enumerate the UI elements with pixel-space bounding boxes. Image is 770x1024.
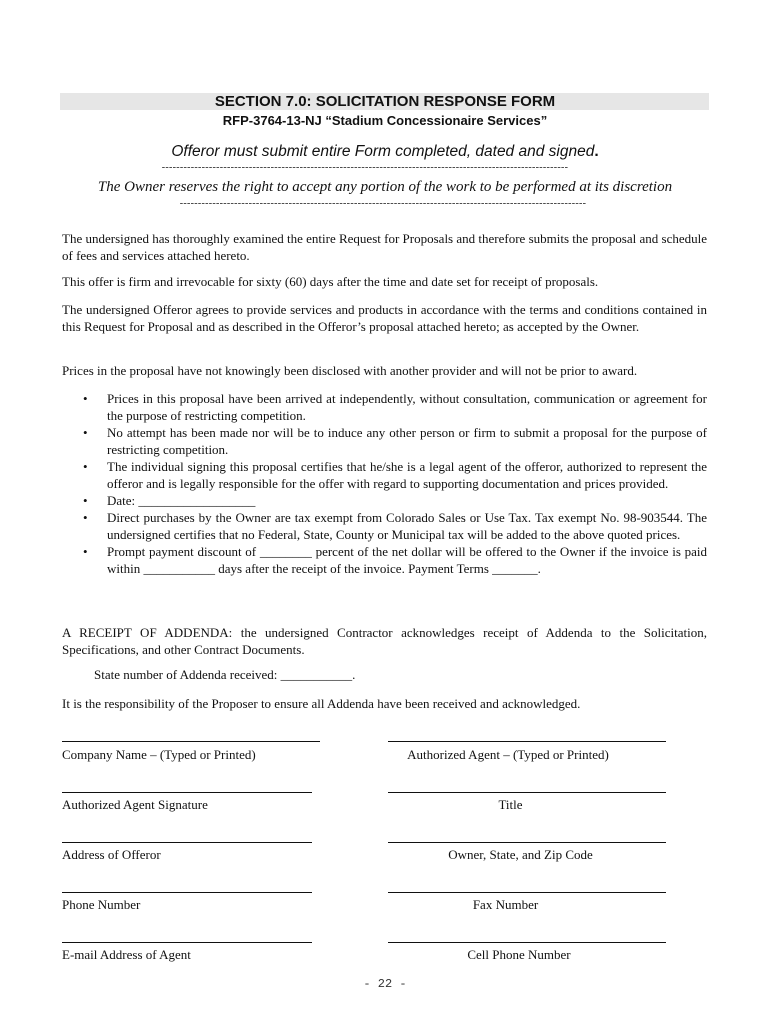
agreement-paragraph: The undersigned Offeror agrees to provide services and products in accordance with the terms and conditions contained in this Request for Proposal and as described in the Offeror’s proposal attached hereto; as accepted by the Owner. [62,302,707,334]
agent-email-label: E-mail Address of Agent [62,947,191,962]
bullet-item-date [80,492,707,509]
bullet-icon: • [83,391,88,406]
submission-notice-text: Offeror must submit entire Form completed, dated and signed [171,143,595,160]
cell-phone-line[interactable] [388,942,666,943]
bullet-text: Prices in this proposal have been arrived at independently, without consultation, communication or agreement for the purpose of restricting competition. [107,391,707,423]
firm-offer-paragraph: This offer is firm and irrevocable for sixty (60) days after the time and date set for receipt of proposals. [62,274,599,289]
owner-reserves-statement: The Owner reserves the right to accept any portion of the work to be performed at its discretion [97,179,673,195]
bullet-text: No attempt has been made nor will be to induce any other person or firm to submit a proposal for the purpose of restricting competition. [107,425,707,457]
page-number: - 22 - [363,977,407,991]
owner-state-zip-line[interactable] [388,842,666,843]
submission-notice-period: . [594,143,599,160]
title-line[interactable] [388,792,666,793]
bullet-item-payment-discount [80,543,707,577]
bullet-item [80,509,707,543]
addenda-count-field[interactable]: State number of Addenda received: ___________. [94,667,356,682]
authorized-agent-name-line[interactable] [388,741,666,742]
title-label: Title [498,797,523,812]
company-name-line[interactable] [62,741,320,742]
bullet-item [80,390,707,424]
phone-number-line[interactable] [62,892,312,893]
bullet-icon: • [83,459,88,474]
cell-phone-label: Cell Phone Number [467,947,571,962]
price-disclosure-paragraph: Prices in the proposal have not knowingly been disclosed with another provider and will not be prior to award. [62,363,638,378]
bullet-item [80,424,707,458]
payment-discount-fields[interactable]: Prompt payment discount of ________ percent of the net dollar will be offered to the Owner if the invoice is paid within ___________ days after the receipt of the invoice. Payment Terms _______. [107,544,707,576]
date-field[interactable]: Date: __________________ [107,493,256,508]
bullet-text: The individual signing this proposal certifies that he/she is a legal agent of the offeror, authorized to represent the offeror and is legally responsible for the offer with regard to supporting documentation and prices provided. [107,459,707,491]
rfp-subtitle: RFP-3764-13-NJ “Stadium Concessionaire Services” [222,113,548,128]
agent-email-line[interactable] [62,942,312,943]
bullet-text: Direct purchases by the Owner are tax exempt from Colorado Sales or Use Tax. Tax exempt No. 98-903544. The undersigned certifies that no Federal, State, County or Municipal tax will be added to the above quoted prices. [107,510,707,542]
bullet-icon: • [83,425,88,440]
bullet-icon: • [83,510,88,525]
agent-signature-label: Authorized Agent Signature [62,797,208,812]
fax-number-label: Fax Number [472,897,539,912]
bullet-icon: • [83,493,88,508]
bullet-item [80,458,707,492]
examination-paragraph: The undersigned has thoroughly examined the entire Request for Proposals and therefore submits the proposal and schedule of fees and services attached hereto. [62,231,707,263]
bullet-icon: • [83,544,88,559]
section-title: SECTION 7.0: SOLICITATION RESPONSE FORM [214,93,556,110]
phone-number-label: Phone Number [62,897,141,912]
company-name-label: Company Name – (Typed or Printed) [62,747,256,762]
addenda-responsibility-paragraph: It is the responsibility of the Proposer to ensure all Addenda have been received and acknowledged. [62,696,581,711]
certification-bullet-list [80,390,707,577]
addenda-receipt-paragraph: A RECEIPT OF ADDENDA: the undersigned Contractor acknowledges receipt of Addenda to the Solicitation, Specifications, and other Contract Documents. [62,625,707,657]
offeror-address-line[interactable] [62,842,312,843]
owner-state-zip-label: Owner, State, and Zip Code [448,847,593,862]
submission-notice [0,142,770,161]
dashed-separator-top: ---------------------------------------------------------------------------------------------------------------- [161,163,569,173]
authorized-agent-name-label: Authorized Agent – (Typed or Printed) [407,747,609,762]
agent-signature-line[interactable] [62,792,312,793]
offeror-address-label: Address of Offeror [62,847,161,862]
dashed-separator-bottom: ---------------------------------------------------------------------------------------------------------------- [179,199,587,209]
fax-number-line[interactable] [388,892,666,893]
